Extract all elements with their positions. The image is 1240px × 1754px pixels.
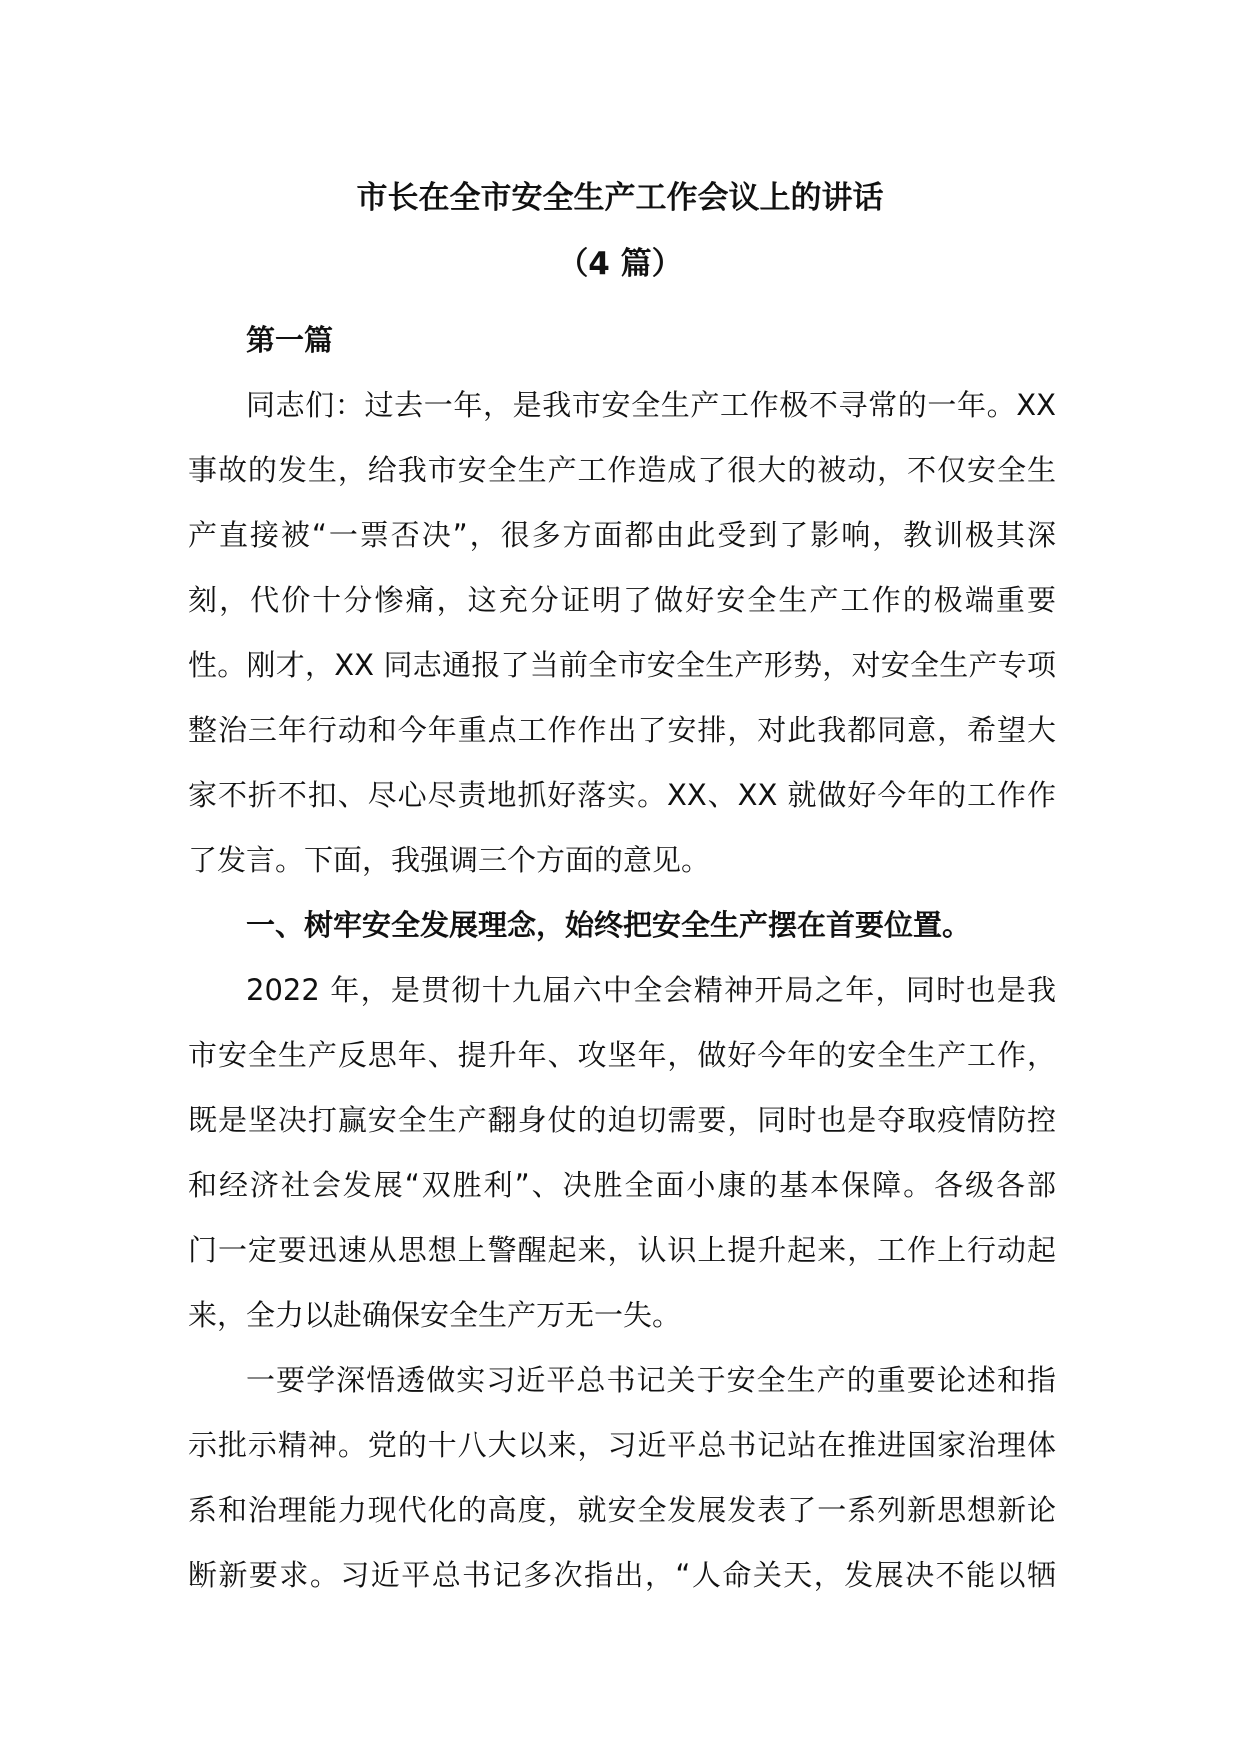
paragraph-line: 系和治理能力现代化的高度，就安全发展发表了一系列新思想新论: [188, 1493, 1056, 1527]
paragraph-line: 来，全力以赴确保安全生产万无一失。: [188, 1298, 682, 1332]
paragraph-line: 家不折不扣、尽心尽责地抓好落实。XX、XX 就做好今年的工作作: [188, 778, 1056, 812]
paragraph-line: 性。刚才，XX 同志通报了当前全市安全生产形势，对安全生产专项: [188, 648, 1056, 682]
paragraph-line: 事故的发生，给我市安全生产工作造成了很大的被动，不仅安全生: [188, 453, 1056, 487]
paragraph-line: 示批示精神。党的十八大以来，习近平总书记站在推进国家治理体: [188, 1428, 1056, 1462]
subsection-heading: 一、树牢安全发展理念，始终把安全生产摆在首要位置。: [246, 908, 972, 942]
paragraph-line: 同志们：过去一年，是我市安全生产工作极不寻常的一年。XX: [246, 388, 1056, 422]
paragraph-line: 2022 年，是贯彻十九届六中全会精神开局之年，同时也是我: [246, 973, 1056, 1007]
paragraph-line: 和经济社会发展“双胜利”、决胜全面小康的基本保障。各级各部: [188, 1168, 1056, 1202]
paragraph-line: 了发言。下面，我强调三个方面的意见。: [188, 843, 711, 877]
document-body: [188, 308, 1056, 1608]
paragraph-line: 刻，代价十分惨痛，这充分证明了做好安全生产工作的极端重要: [188, 583, 1056, 617]
paragraph-line: 既是坚决打赢安全生产翻身仗的迫切需要，同时也是夺取疫情防控: [188, 1103, 1056, 1137]
paragraph-line: 断新要求。习近平总书记多次指出，“人命关天，发展决不能以牺: [188, 1558, 1056, 1592]
paragraph-line: 整治三年行动和今年重点工作作出了安排，对此我都同意，希望大: [188, 713, 1056, 747]
paragraph-line: 一要学深悟透做实习近平总书记关于安全生产的重要论述和指: [246, 1363, 1056, 1397]
document-title: 市长在全市安全生产工作会议上的讲话: [356, 180, 884, 216]
paragraph-line: 产直接被“一票否决”，很多方面都由此受到了影响，教训极其深: [188, 518, 1056, 552]
section-heading: 第一篇: [246, 323, 334, 357]
paragraph-line: 门一定要迅速从思想上警醒起来，认识上提升起来，工作上行动起: [188, 1233, 1056, 1267]
paragraph-line: 市安全生产反思年、提升年、攻坚年，做好今年的安全生产工作，: [188, 1038, 1056, 1072]
document-subtitle: （4 篇）: [557, 246, 683, 282]
